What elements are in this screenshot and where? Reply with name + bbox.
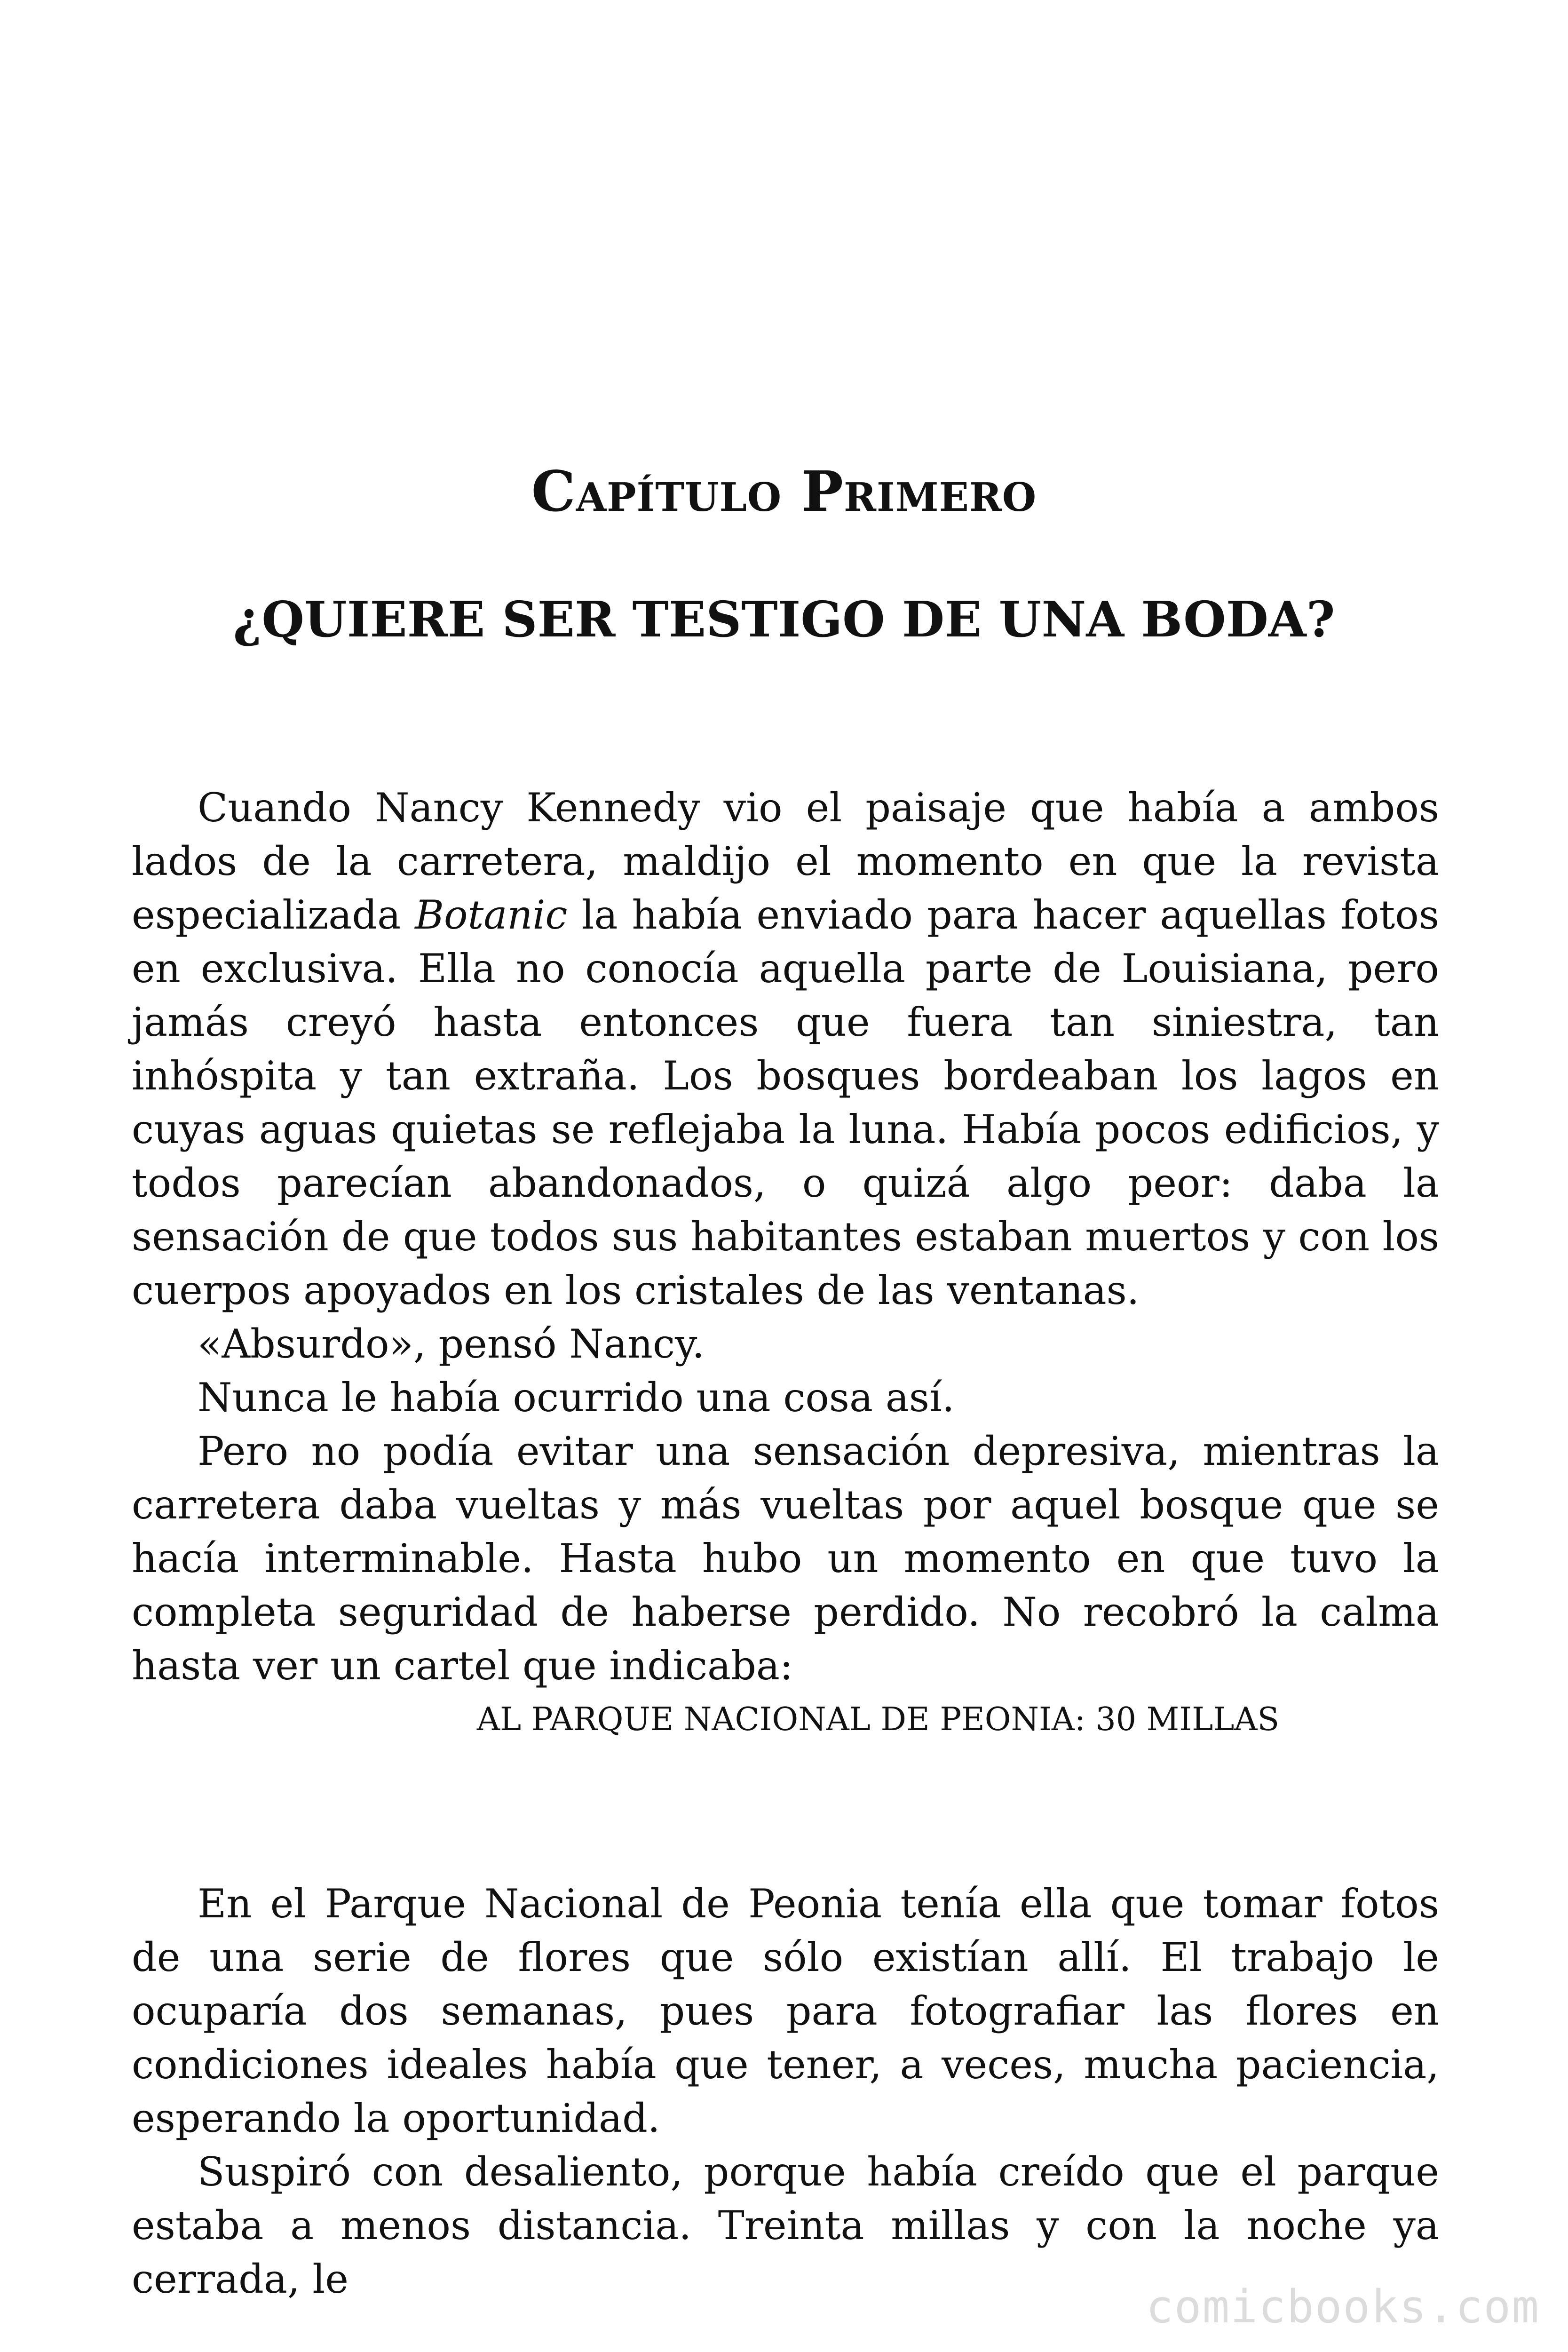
road-sign-text: AL PARQUE NACIONAL DE PEONIA: 30 MILLAS (476, 1701, 1280, 1738)
body-text-before-sign (132, 781, 1439, 1692)
chapter-title: ¿QUIERE SER TESTIGO DE UNA BODA? (233, 590, 1335, 648)
chapter-label: Capítulo Primero (531, 459, 1037, 524)
paragraph: En el Parque Nacional de Peonia tenía ella que tomar fotos de una serie de flores que sólo existían allí. El trabajo le ocuparía dos semanas, pues para fotografiar las flores en condiciones ideales había que tener, a veces, mucha paciencia, esperando la oportunidad. (132, 1881, 1439, 2141)
paragraph (132, 781, 1439, 1317)
paragraph-text: Cuando Nancy Kennedy vio el paisaje que había a ambos lados de la carretera, maldijo el momento en que la revista especializada (132, 785, 1439, 938)
body-text-after-sign (132, 1877, 1439, 2306)
watermark: comicbooks.com (1146, 2280, 1540, 2333)
paragraph: «Absurdo», pensó Nancy. (198, 1321, 705, 1367)
magazine-title: Botanic (415, 892, 568, 938)
paragraph-text: la había enviado para hacer aquellas fotos en exclusiva. Ella no conocía aquella parte de Louisiana, pero jamás creyó hasta entonces que fuera tan siniestra, tan inhóspita y tan extraña. Los bosques bordeaban los lagos en cuyas aguas quietas se reflejaba la luna. Había pocos edificios, y todos parecían abandonados, o quizá algo peor: daba la sensación de que todos sus habitantes estaban muertos y con los cuerpos apoyados en los cristales de las ventanas. (132, 892, 1439, 1313)
paragraph: Suspiró con desaliento, porque había creído que el parque estaba a menos distancia. Treinta millas y con la noche ya cerrada, le (132, 2149, 1439, 2302)
paragraph: Pero no podía evitar una sensación depresiva, mientras la carretera daba vueltas y más vueltas por aquel bosque que se hacía interminable. Hasta hubo un momento en que tuvo la completa seguridad de haberse perdido. No recobró la calma hasta ver un cartel que indicaba: (132, 1428, 1439, 1689)
paragraph: Nunca le había ocurrido una cosa así. (198, 1375, 955, 1421)
